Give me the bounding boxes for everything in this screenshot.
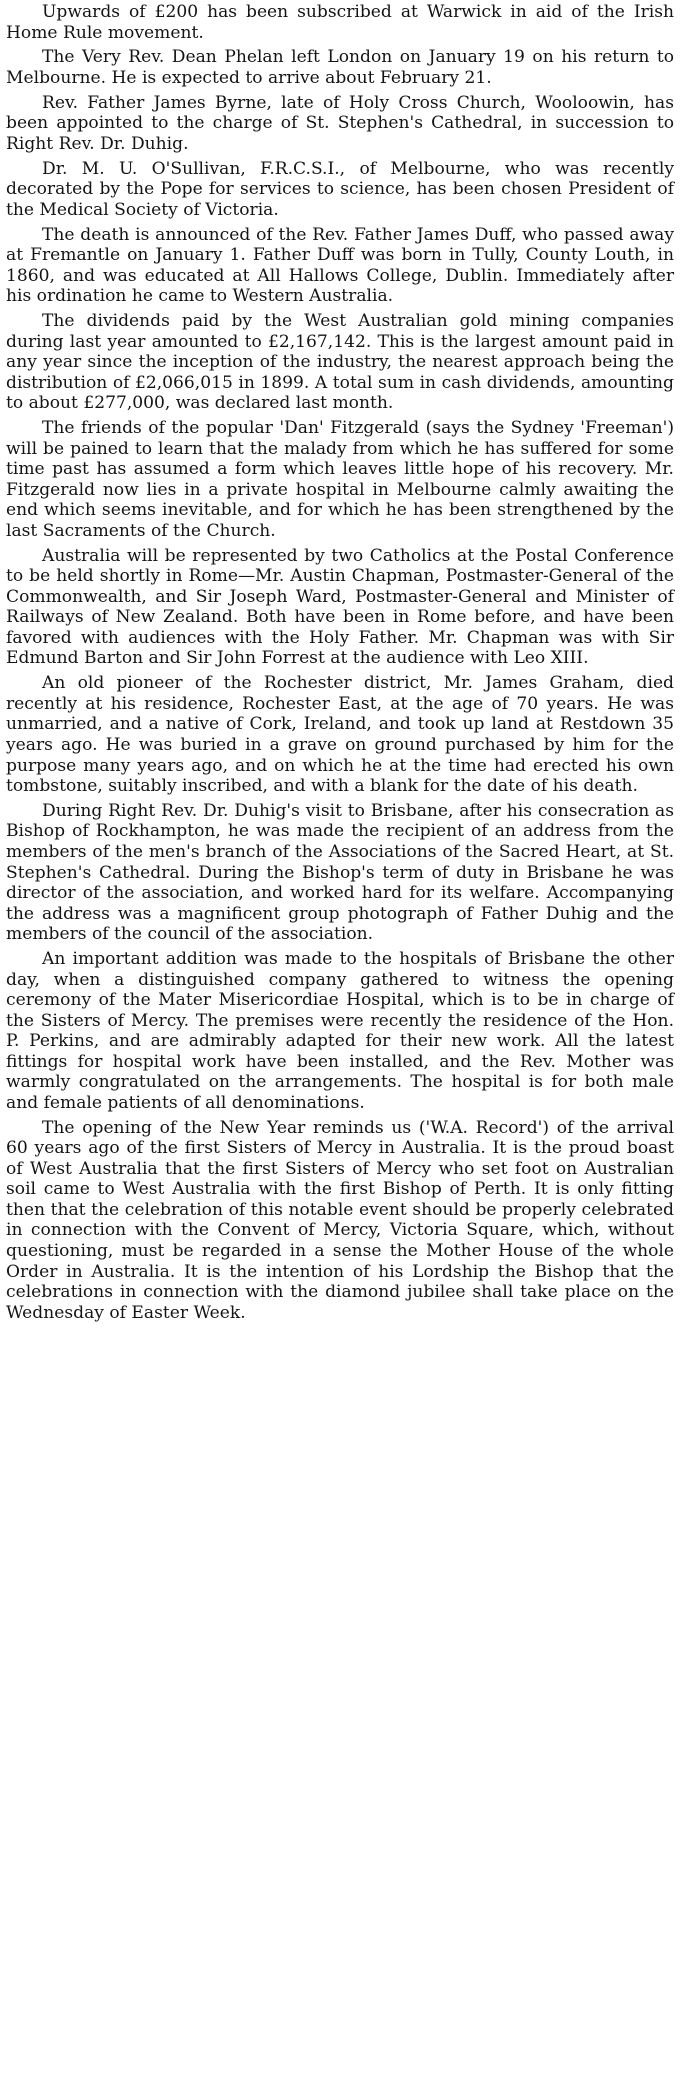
news-paragraph-8: Australia will be represented by two Catholics at the Postal Conference to be held shortly in Rome—Mr. Austin Chapman, Postmaster-General of the Commonwealth, and Sir Joseph Ward, Postmaster-General and Minister of Railways of New Zealand. Both have been in Rome before, and have been favored with audiences with the Holy Father. Mr. Chapman was with Sir Edmund Barton and Sir John Forrest at the audience with Leo XIII. (6, 545, 674, 669)
news-paragraph-11: An important addition was made to the hospitals of Brisbane the other day, when a distinguished company gathered to witness the opening ceremony of the Mater Misericordiae Hospital, which is to be in charge of the Sisters of Mercy. The premises were recently the residence of the Hon. P. Perkins, and are admirably adapted for their new work. All the latest fittings for hospital work have been installed, and the Rev. Mother was warmly congratulated on the arrangements. The hospital is for both male and female patients of all denominations. (6, 949, 674, 1113)
news-paragraph-7: The friends of the popular 'Dan' Fitzgerald (says the Sydney 'Freeman') will be pained to learn that the malady from which he has suffered for some time past has assumed a form which leaves little hope of his recovery. Mr. Fitzgerald now lies in a private hospital in Melbourne calmly awaiting the end which seems inevitable, and for which he has been strengthened by the last Sacraments of the Church. (6, 418, 674, 541)
news-paragraph-3: Rev. Father James Byrne, late of Holy Cross Church, Wooloowin, has been appointed to the charge of St. Stephen's Cathedral, in succession to Right Rev. Dr. Duhig. (6, 92, 674, 154)
news-paragraph-4: Dr. M. U. O'Sullivan, F.R.C.S.I., of Melbourne, who was recently decorated by the Pope for services to science, has been chosen President of the Medical Society of Victoria. (6, 158, 674, 220)
news-paragraph-5: The death is announced of the Rev. Father James Duff, who passed away at Fremantle on January 1. Father Duff was born in Tully, County Louth, in 1860, and was educated at All Hallows College, Dublin. Immediately after his ordination he came to Western Australia. (6, 224, 674, 307)
news-paragraph-10: During Right Rev. Dr. Duhig's visit to Brisbane, after his consecration as Bishop of Rockhampton, he was made the recipient of an address from the members of the men's branch of the Associations of the Sacred Heart, at St. Stephen's Cathedral. During the Bishop's term of duty in Brisbane he was director of the association, and worked hard for its welfare. Accompanying the address was a magnificent group photograph of Father Duhig and the members of the council of the association. (6, 800, 674, 945)
news-paragraph-1: Upwards of £200 has been subscribed at Warwick in aid of the Irish Home Rule movement. (6, 2, 674, 43)
news-paragraph-12: The opening of the New Year reminds us ('W.A. Record') of the arrival 60 years ago of the first Sisters of Mercy in Australia. It is the proud boast of West Australia that the first Sisters of Mercy who set foot on Australian soil came to West Australia with the first Bishop of Perth. It is only fitting then that the celebration of this notable event should be properly celebrated in connection with the Convent of Mercy, Victoria Square, which, without questioning, must be regarded in a sense the Mother House of the whole Order in Australia. It is the intention of his Lordship the Bishop that the celebrations in connection with the diamond jubilee shall take place on the Wednesday of Easter Week. (6, 1117, 674, 1323)
news-paragraph-9: An old pioneer of the Rochester district, Mr. James Graham, died recently at his residence, Rochester East, at the age of 70 years. He was unmarried, and a native of Cork, Ireland, and took up land at Restdown 35 years ago. He was buried in a grave on ground purchased by him for the purpose many years ago, and on which he at the time had erected his own tombstone, suitably inscribed, and with a blank for the date of his death. (6, 673, 674, 797)
news-paragraph-2: The Very Rev. Dean Phelan left London on January 19 on his return to Melbourne. He is expected to arrive about February 21. (6, 47, 674, 88)
news-paragraph-6: The dividends paid by the West Australian gold mining companies during last year amounted to £2,167,142. This is the largest amount paid in any year since the inception of the industry, the nearest approach being the distribution of £2,066,015 in 1899. A total sum in cash dividends, amounting to about £277,000, was declared last month. (6, 311, 674, 414)
